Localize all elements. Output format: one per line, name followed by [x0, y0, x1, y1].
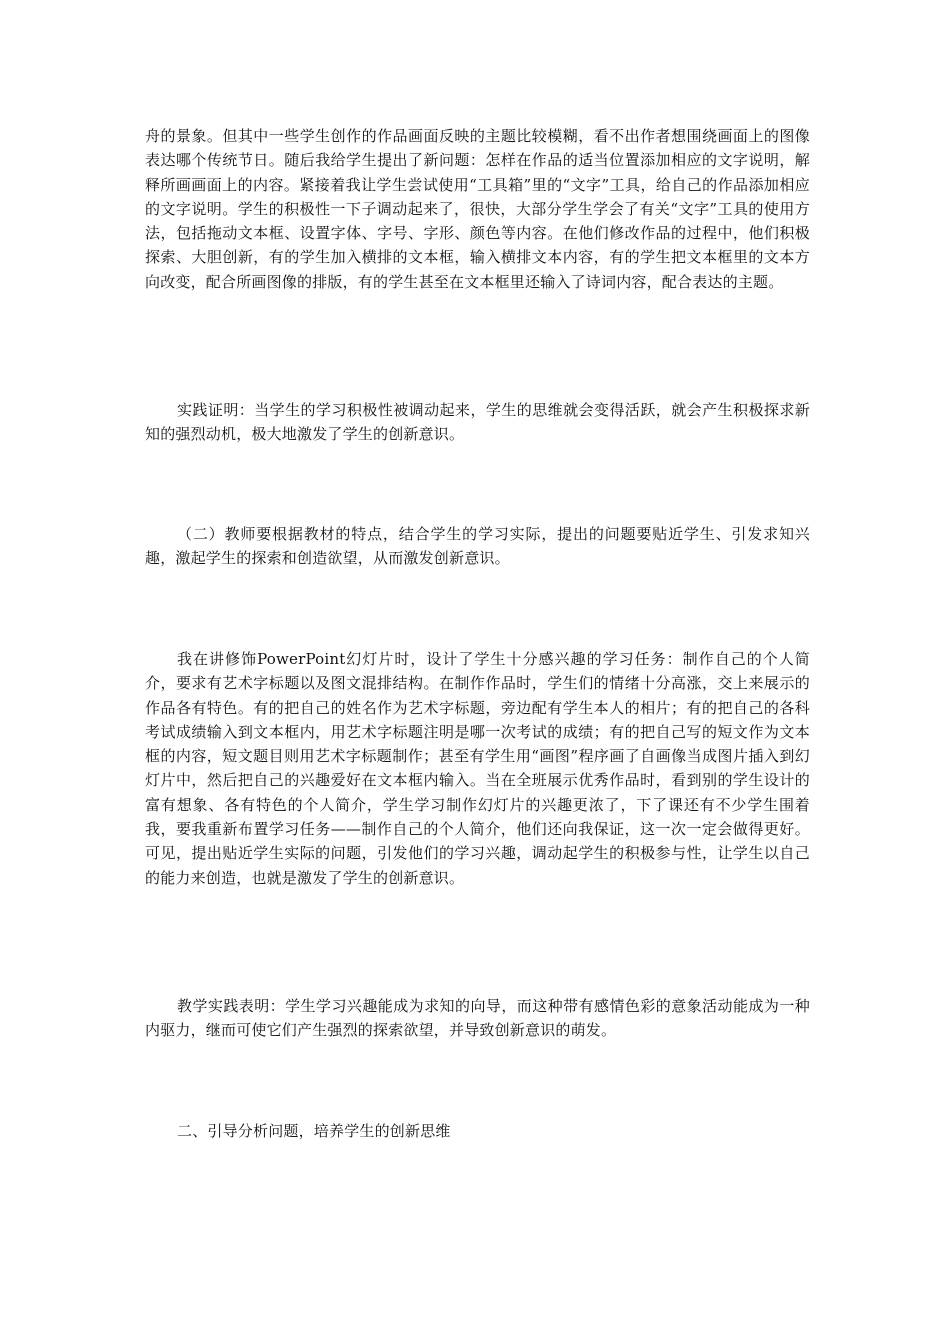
paragraph-powerpoint-lesson: 我在讲修饰PowerPoint幻灯片时，设计了学生十分感兴趣的学习任务：制作自己的个人简介，要求有艺术字标题以及图文混排结构。在制作作品时，学生们的情绪十分高涨，交上来展示的作品各有特色。有的把自己的姓名作为艺术字标题，旁边配有学生本人的相片；有的把自己的各科考试成绩输入到文本框内，用艺术字标题注明是哪一次考试的成绩；有的把自己写的短文作为文本框的内容，短文题目则用艺术字标题制作；甚至有学生用“画图”程序画了自画像当成图片插入到幻灯片中，然后把自己的兴趣爱好在文本框内输入。当在全班展示优秀作品时，看到别的学生设计的富有想象、各有特色的个人简介，学生学习制作幻灯片的兴趣更浓了，下了课还有不少学生围着我，要我重新布置学习任务——制作自己的个人简介，他们还向我保证，这一次一定会做得更好。可见，提出贴近学生实际的问题，引发他们的学习兴趣，调动起学生的积极参与性，让学生以自己的能力来创造，也就是激发了学生的创新意识。: [145, 650, 810, 887]
paragraph-text-tool-lesson: 舟的景象。但其中一些学生创作的作品画面反映的主题比较模糊，看不出作者想围绕画面上的图像表达哪个传统节日。随后我给学生提出了新问题：怎样在作品的适当位置添加相应的文字说明，解释所画画面上的内容。紧接着我让学生尝试使用“工具箱”里的“文字”工具，给自己的作品添加相应的文字说明。学生的积极性一下子调动起来了，很快，大部分学生学会了有关“文字”工具的使用方法，包括拖动文本框、设置字体、字号、字形、颜色等内容。在他们修改作品的过程中，他们积极探索、大胆创新，有的学生加入横排的文本框，输入横排文本内容，有的学生把文本框里的文本方向改变，配合所画图像的排版，有的学生甚至在文本框里还输入了诗词内容，配合表达的主题。: [145, 127, 810, 291]
paragraph-teaching-practice: 教学实践表明：学生学习兴趣能成为求知的向导，而这种带有感情色彩的意象活动能成为一种内驱力，继而可使它们产生强烈的探索欲望，并导致创新意识的萌发。: [145, 997, 810, 1040]
paragraph-practice-proves: 实践证明：当学生的学习积极性被调动起来，学生的思维就会变得活跃，就会产生积极探求新知的强烈动机，极大地激发了学生的创新意识。: [145, 401, 810, 444]
paragraph-section-two-heading: （二）教师要根据教材的特点，结合学生的学习实际，提出的问题要贴近学生、引发求知兴趣，激起学生的探索和创造欲望，从而激发创新意识。: [145, 525, 810, 568]
section-heading-creative-thinking: 二、引导分析问题，培养学生的创新思维: [177, 1122, 451, 1140]
